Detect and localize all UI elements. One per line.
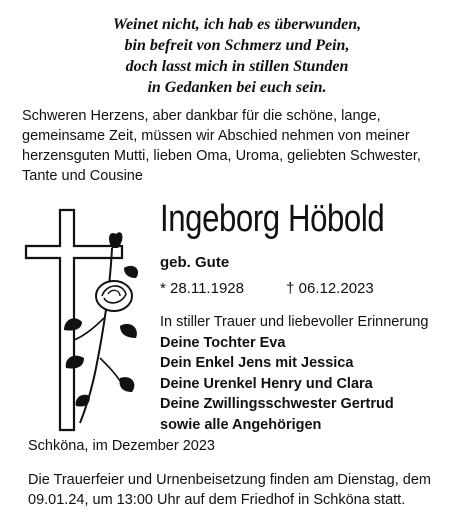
mourner-line: Deine Tochter Eva bbox=[160, 334, 286, 351]
intro-line: Schweren Herzens, aber dankbar für die schöne, lange, bbox=[22, 108, 381, 124]
mourner-line: Dein Enkel Jens mit Jessica bbox=[160, 355, 354, 371]
mourners-block bbox=[160, 312, 428, 435]
death-date: † 06.12.2023 bbox=[286, 280, 374, 297]
poem-line: Weinet nicht, ich hab es überwunden, bbox=[112, 16, 362, 33]
mourner-line: sowie alle Angehörigen bbox=[160, 416, 322, 433]
deceased-name: Ingeborg Höbold bbox=[160, 198, 385, 240]
maiden-name: geb. Gute bbox=[160, 254, 230, 271]
funeral-line: 09.01.24, um 13:00 Uhr auf dem Friedhof in Schköna statt. bbox=[28, 492, 406, 508]
mourning-lead: In stiller Trauer und liebevoller Erinnerung bbox=[160, 314, 429, 330]
life-dates bbox=[160, 279, 374, 299]
poem-line: bin befreit von Schmerz und Pein, bbox=[124, 37, 350, 54]
funeral-info bbox=[28, 470, 431, 510]
mourner-line: Deine Zwillingsschwester Gertrud bbox=[160, 396, 394, 412]
cross-with-rose-icon bbox=[24, 208, 154, 432]
intro-line: herzensguten Mutti, lieben Oma, Uroma, geliebten Schwester, bbox=[22, 148, 421, 164]
poem-line: doch lasst mich in stillen Stunden bbox=[125, 58, 349, 75]
intro-text bbox=[22, 106, 462, 186]
intro-line: Tante und Cousine bbox=[22, 168, 143, 184]
funeral-line: Die Trauerfeier und Urnenbeisetzung finden am Dienstag, dem bbox=[28, 472, 432, 488]
mourner-line: Deine Urenkel Henry und Clara bbox=[160, 375, 373, 392]
poem-line: in Gedanken bei euch sein. bbox=[147, 79, 327, 96]
intro-line: gemeinsame Zeit, müssen wir Abschied nehmen von meiner bbox=[22, 128, 410, 144]
place-date: Schköna, im Dezember 2023 bbox=[28, 438, 215, 454]
birth-date: * 28.11.1928 bbox=[160, 280, 244, 297]
poem bbox=[0, 14, 474, 98]
